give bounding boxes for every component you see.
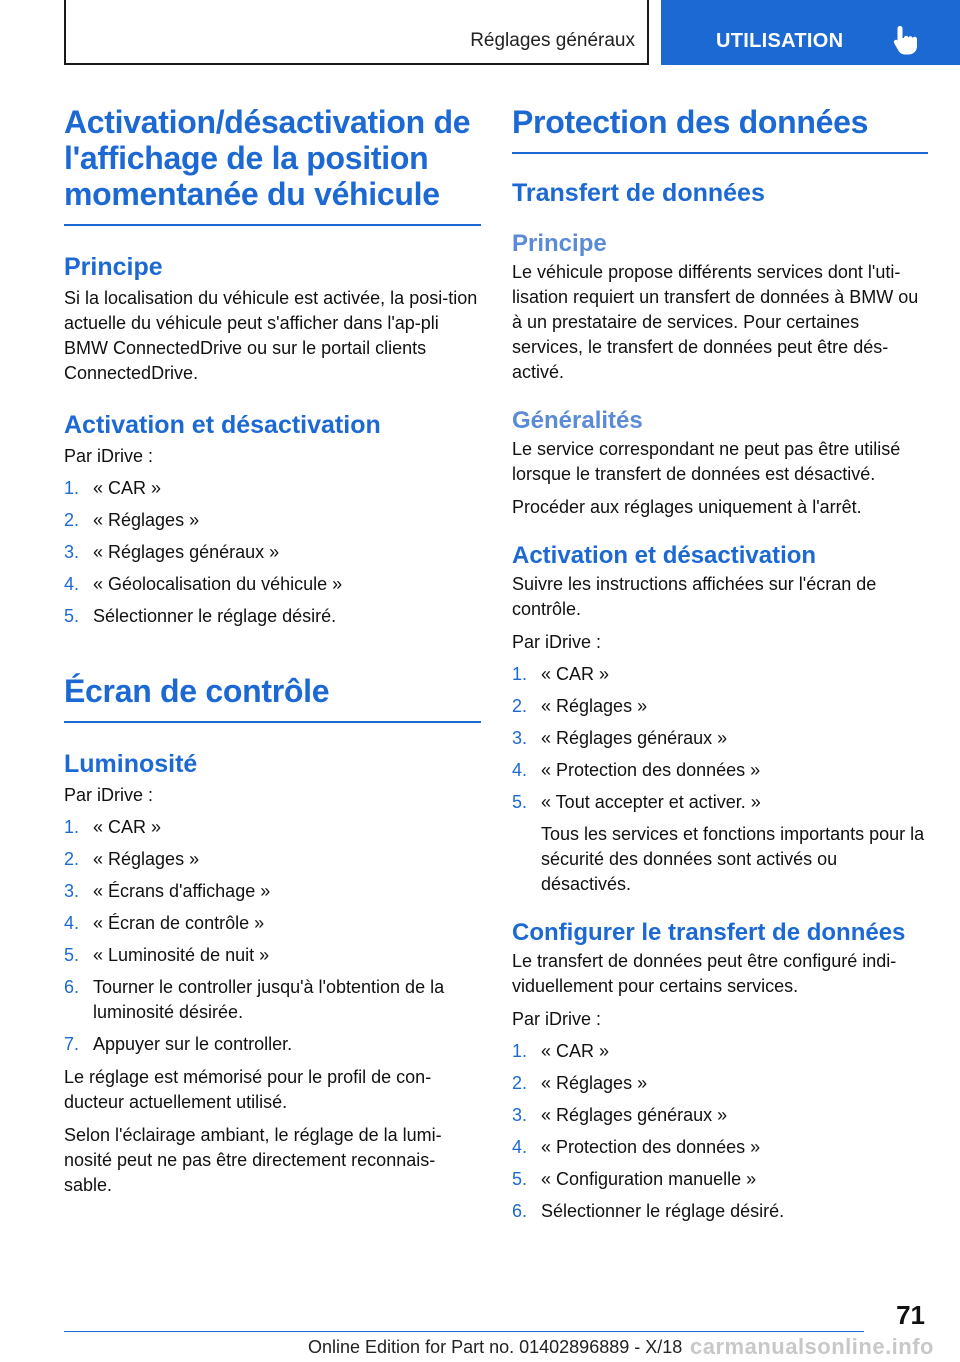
pointing-hand-icon <box>891 24 921 56</box>
heading-luminosite: Luminosité <box>64 750 198 778</box>
activation-right-steps <box>512 662 928 815</box>
header-chapter-title: UTILISATION <box>716 30 844 52</box>
activation-intro: Par iDrive : <box>64 446 154 466</box>
activation-steps <box>64 476 481 629</box>
luminosite-intro: Par iDrive : <box>64 785 154 805</box>
list-item: 3. « Réglages généraux » <box>512 1105 728 1125</box>
list-item: 2. « Réglages » <box>512 1073 648 1093</box>
left-column <box>64 104 481 1198</box>
generalites-text-arret: Procéder aux réglages uniquement à l'arrêt. <box>512 497 862 517</box>
configurer-steps <box>512 1039 928 1224</box>
section-title-ecran: Écran de contrôle <box>64 673 481 723</box>
luminosite-note-ambient: Selon l'éclairage ambiant, le réglage de la lumi-nosité peut ne pas être directement reconnais-sable. <box>64 1125 442 1195</box>
page-number: 71 <box>896 1300 925 1330</box>
list-item: 6. Sélectionner le réglage désiré. <box>512 1201 785 1221</box>
principe-right-text: Le véhicule propose différents services dont l'uti-lisation requiert un transfert de données à BMW ou à un prestataire de services. Pour certaines services, le transfert de données peut être dés-activé. <box>512 262 919 382</box>
footer-edition: Online Edition for Part no. 01402896889 - X/18 <box>308 1337 683 1357</box>
list-item: 2. « Réglages » <box>512 696 648 716</box>
list-item: 5. Sélectionner le réglage désiré. <box>64 606 337 626</box>
luminosite-note-profile: Le réglage est mémorisé pour le profil de con-ducteur actuellement utilisé. <box>64 1067 432 1112</box>
configurer-intro: Par iDrive : <box>512 1009 602 1029</box>
list-item: 7. Appuyer sur le controller. <box>64 1034 293 1054</box>
list-item: 3. « Réglages généraux » <box>64 542 280 562</box>
header-section-title: Réglages généraux <box>470 30 635 51</box>
activation-right-text: Suivre les instructions affichées sur l'écran de contrôle. <box>512 574 877 619</box>
heading-principe-right: Principe <box>512 230 607 257</box>
heading-transfert: Transfert de données <box>512 179 765 207</box>
footer-divider <box>64 1331 864 1332</box>
list-item: 5. « Configuration manuelle » <box>512 1169 757 1189</box>
list-item: 5. « Luminosité de nuit » <box>64 945 270 965</box>
section-title-vehicle-position: Activation/désactivation de l'affichage de la position momentanée du véhicule <box>64 104 481 226</box>
list-item: 6. Tourner le controller jusqu'à l'obtention de la luminosité désirée. <box>64 977 445 1022</box>
heading-activation: Activation et désactivation <box>64 411 381 439</box>
watermark: carmanualsonline.info <box>690 1334 934 1359</box>
heading-activation-right: Activation et désactivation <box>512 542 817 569</box>
heading-generalites: Généralités <box>512 407 643 434</box>
list-item: 1. « CAR » <box>512 664 610 684</box>
header-section-box <box>64 0 649 65</box>
list-item: 4. « Écran de contrôle » <box>64 913 265 933</box>
luminosite-steps <box>64 815 481 1057</box>
list-item: 4. « Protection des données » <box>512 1137 761 1157</box>
principe-text: Si la localisation du véhicule est activée, la posi-tion actuelle du véhicule peut s'afficher dans l'ap-pli BMW ConnectedDrive ou sur le portail clients ConnectedDrive. <box>64 288 478 383</box>
list-item: 2. « Réglages » <box>64 510 200 530</box>
list-item: 1. « CAR » <box>64 817 162 837</box>
list-item: 1. « CAR » <box>512 1041 610 1061</box>
list-item: 4. « Géolocalisation du véhicule » <box>64 574 343 594</box>
list-item: 5. « Tout accepter et activer. » <box>512 792 761 812</box>
heading-configurer: Configurer le transfert de données <box>512 919 906 946</box>
list-item: 3. « Écrans d'affichage » <box>64 881 271 901</box>
heading-principe: Principe <box>64 253 163 281</box>
list-item: 3. « Réglages généraux » <box>512 728 728 748</box>
list-item: 4. « Protection des données » <box>512 760 761 780</box>
header-chapter-tab <box>661 0 960 65</box>
section-title-protection: Protection des données <box>512 104 928 154</box>
list-item: 1. « CAR » <box>64 478 162 498</box>
list-item: 2. « Réglages » <box>64 849 200 869</box>
right-column <box>512 104 928 1224</box>
generalites-text: Le service correspondant ne peut pas être utilisé lorsque le transfert de données est désactivé. <box>512 439 901 484</box>
activation-right-intro: Par iDrive : <box>512 632 602 652</box>
configurer-text: Le transfert de données peut être configuré indi-viduellement pour certains services. <box>512 951 897 996</box>
activation-right-subnote: Tous les services et fonctions importants pour la sécurité des données sont activés ou désactivés. <box>541 824 925 894</box>
